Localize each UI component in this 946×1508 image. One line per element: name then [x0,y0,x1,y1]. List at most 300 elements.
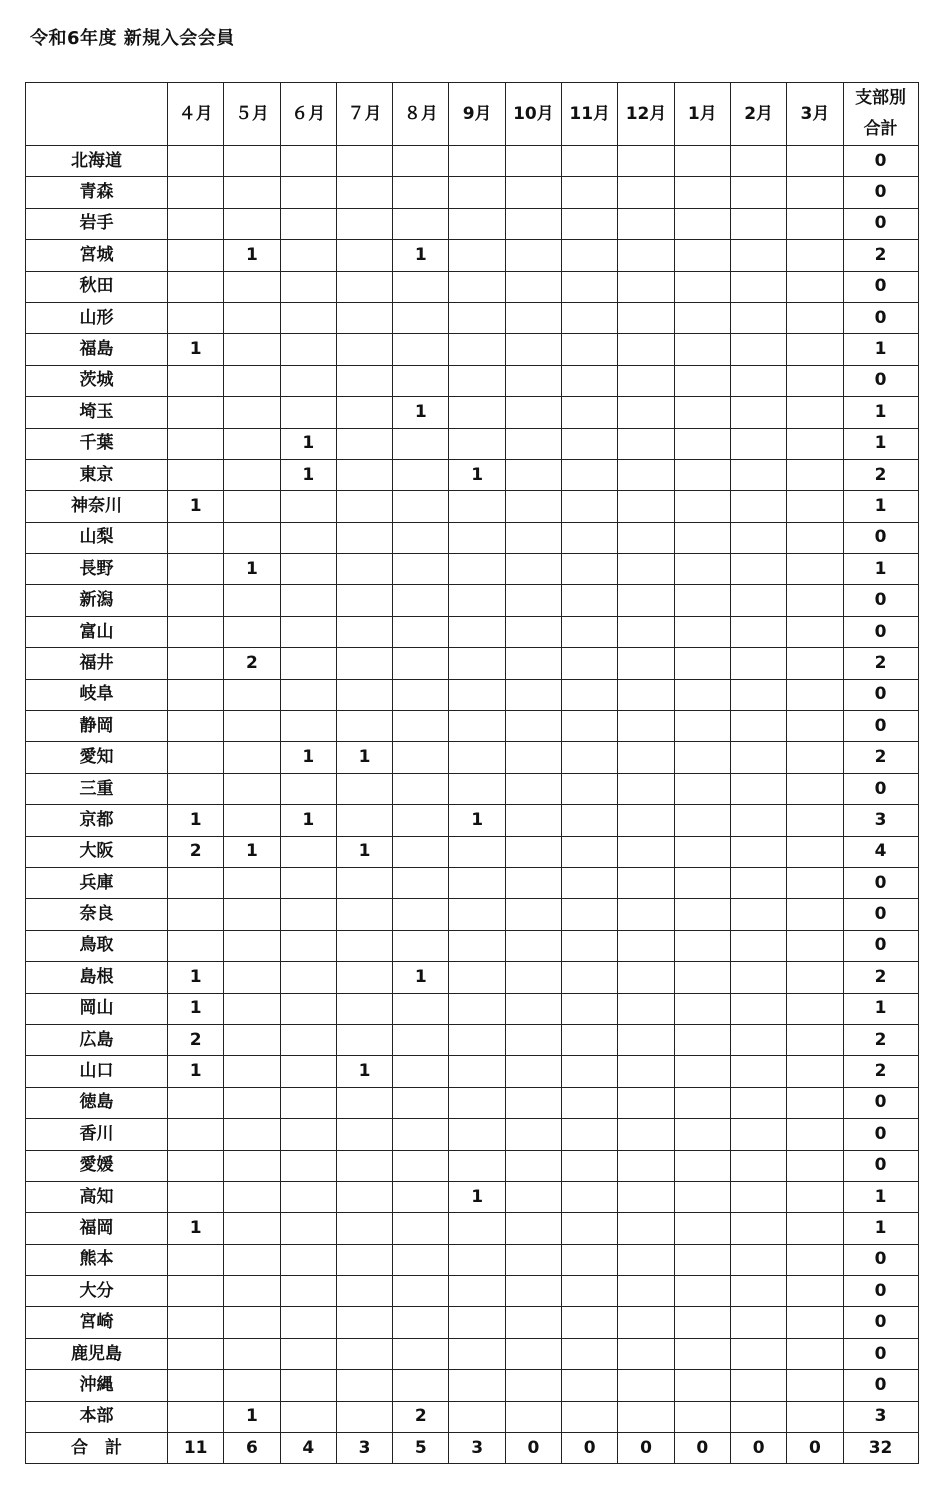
header-month: 10月 [505,83,561,146]
branch-name-cell: 山口 [26,1056,168,1087]
month-count-cell: 1 [280,428,336,459]
month-count-cell [505,146,561,177]
month-count-cell [562,805,618,836]
month-count-cell [674,1119,730,1150]
month-count-cell [562,773,618,804]
membership-table [25,82,919,1464]
month-count-cell [618,993,674,1024]
month-count-cell [562,648,618,679]
month-count-cell [730,1244,786,1275]
table-row [26,334,919,365]
month-count-cell: 2 [393,1401,449,1432]
month-count-cell [168,679,224,710]
month-count-cell [168,899,224,930]
table-row [26,554,919,585]
table-row [26,397,919,428]
totals-cell: 0 [674,1433,730,1464]
month-count-cell [618,365,674,396]
month-count-cell [618,962,674,993]
month-count-cell [393,1276,449,1307]
month-count-cell: 1 [168,491,224,522]
branch-name-cell: 東京 [26,459,168,490]
branch-name-cell: 宮崎 [26,1307,168,1338]
month-count-cell [562,240,618,271]
branch-total-cell: 0 [843,1276,918,1307]
month-count-cell [730,554,786,585]
month-count-cell [562,962,618,993]
month-count-cell [505,648,561,679]
month-count-cell [562,365,618,396]
month-count-cell [787,962,843,993]
month-count-cell [449,930,505,961]
month-count-cell [787,334,843,365]
branch-name-cell: 徳島 [26,1087,168,1118]
month-count-cell [787,1181,843,1212]
table-row [26,742,919,773]
month-count-cell [449,867,505,898]
month-count-cell [730,397,786,428]
month-count-cell [730,428,786,459]
month-count-cell [168,1150,224,1181]
table-row [26,1087,919,1118]
month-count-cell [393,993,449,1024]
table-row [26,773,919,804]
month-count-cell [505,1244,561,1275]
month-count-cell [224,1338,280,1369]
month-count-cell [449,616,505,647]
month-count-cell [618,1213,674,1244]
month-count-cell [787,711,843,742]
table-row [26,1244,919,1275]
month-count-cell [674,302,730,333]
month-count-cell [393,302,449,333]
header-month: ４月 [168,83,224,146]
month-count-cell: 1 [336,742,392,773]
month-count-cell [224,365,280,396]
month-count-cell [505,1119,561,1150]
month-count-cell [280,1213,336,1244]
month-count-cell [618,648,674,679]
month-count-cell [787,522,843,553]
month-count-cell [562,1370,618,1401]
month-count-cell [168,146,224,177]
month-count-cell [393,742,449,773]
month-count-cell [618,1276,674,1307]
branch-total-cell: 0 [843,899,918,930]
month-count-cell [280,899,336,930]
month-count-cell: 1 [449,805,505,836]
month-count-cell [674,1056,730,1087]
table-row [26,1338,919,1369]
month-count-cell: 1 [168,993,224,1024]
month-count-cell [505,1150,561,1181]
month-count-cell [674,1087,730,1118]
month-count-cell [618,428,674,459]
table-row [26,616,919,647]
month-count-cell [787,1024,843,1055]
month-count-cell [505,1056,561,1087]
month-count-cell [224,1087,280,1118]
month-count-cell [787,616,843,647]
month-count-cell [562,742,618,773]
month-count-cell [505,773,561,804]
page-title: 令和6年度 新規入会会員 [30,28,235,49]
month-count-cell [224,302,280,333]
month-count-cell [505,585,561,616]
month-count-cell [224,585,280,616]
branch-total-cell: 0 [843,208,918,239]
month-count-cell [730,240,786,271]
month-count-cell [336,711,392,742]
branch-total-cell: 0 [843,146,918,177]
branch-name-cell: 岡山 [26,993,168,1024]
branch-name-cell: 大阪 [26,836,168,867]
month-count-cell [618,899,674,930]
header-month: 3月 [787,83,843,146]
table-row [26,208,919,239]
month-count-cell [787,491,843,522]
month-count-cell [730,146,786,177]
branch-name-cell: 埼玉 [26,397,168,428]
month-count-cell [168,240,224,271]
month-count-cell [505,1181,561,1212]
month-count-cell [618,1119,674,1150]
month-count-cell [336,616,392,647]
month-count-cell [449,899,505,930]
month-count-cell [280,1307,336,1338]
month-count-cell [393,1307,449,1338]
month-count-cell [224,146,280,177]
branch-total-cell: 0 [843,1150,918,1181]
branch-name-cell: 秋田 [26,271,168,302]
month-count-cell [393,836,449,867]
table-row [26,1213,919,1244]
month-count-cell [618,930,674,961]
month-count-cell [618,459,674,490]
month-count-cell [505,616,561,647]
month-count-cell [336,930,392,961]
month-count-cell [449,208,505,239]
month-count-cell [224,1181,280,1212]
month-count-cell [730,491,786,522]
branch-total-cell: 0 [843,1338,918,1369]
month-count-cell [336,397,392,428]
month-count-cell [224,1276,280,1307]
month-count-cell [280,867,336,898]
month-count-cell [224,522,280,553]
branch-name-cell: 広島 [26,1024,168,1055]
month-count-cell [449,271,505,302]
month-count-cell [505,365,561,396]
table-row [26,867,919,898]
month-count-cell [618,1307,674,1338]
branch-total-cell: 1 [843,397,918,428]
month-count-cell [280,208,336,239]
month-count-cell: 1 [393,240,449,271]
month-count-cell [730,836,786,867]
month-count-cell [730,1370,786,1401]
month-count-cell [787,805,843,836]
month-count-cell [674,836,730,867]
month-count-cell [168,1181,224,1212]
month-count-cell [393,1244,449,1275]
month-count-cell [618,742,674,773]
month-count-cell [393,1338,449,1369]
month-count-cell [449,679,505,710]
table-row [26,459,919,490]
month-count-cell [787,208,843,239]
month-count-cell [449,962,505,993]
month-count-cell [505,208,561,239]
month-count-cell [505,240,561,271]
month-count-cell [787,1056,843,1087]
header-month: ５月 [224,83,280,146]
header-month: 12月 [618,83,674,146]
totals-row [26,1433,919,1464]
month-count-cell [730,773,786,804]
month-count-cell [787,742,843,773]
branch-name-cell: 鹿児島 [26,1338,168,1369]
month-count-cell [336,1307,392,1338]
month-count-cell [674,993,730,1024]
month-count-cell [730,459,786,490]
month-count-cell [224,1150,280,1181]
month-count-cell [505,962,561,993]
month-count-cell [449,1150,505,1181]
month-count-cell [449,522,505,553]
month-count-cell [393,1056,449,1087]
month-count-cell [449,146,505,177]
branch-total-cell: 0 [843,679,918,710]
month-count-cell [787,836,843,867]
month-count-cell [224,930,280,961]
branch-name-cell: 岐阜 [26,679,168,710]
branch-name-cell: 兵庫 [26,867,168,898]
month-count-cell [393,648,449,679]
month-count-cell [280,271,336,302]
branch-total-cell: 3 [843,1401,918,1432]
month-count-cell [562,1401,618,1432]
month-count-cell: 1 [280,805,336,836]
branch-name-cell: 三重 [26,773,168,804]
branch-total-cell: 2 [843,459,918,490]
month-count-cell [730,1056,786,1087]
table-row [26,1056,919,1087]
month-count-cell [562,616,618,647]
month-count-cell [449,1024,505,1055]
table-row [26,522,919,553]
month-count-cell [336,585,392,616]
month-count-cell [787,428,843,459]
month-count-cell [168,554,224,585]
month-count-cell [449,648,505,679]
month-count-cell [562,208,618,239]
month-count-cell [730,208,786,239]
month-count-cell [562,993,618,1024]
branch-total-cell: 0 [843,616,918,647]
month-count-cell [730,1150,786,1181]
month-count-cell [787,459,843,490]
month-count-cell [674,616,730,647]
month-count-cell [618,146,674,177]
month-count-cell [562,1087,618,1118]
month-count-cell [787,1338,843,1369]
header-branch-total [843,83,918,146]
month-count-cell [562,836,618,867]
branch-total-cell: 4 [843,836,918,867]
month-count-cell [618,805,674,836]
month-count-cell [787,302,843,333]
month-count-cell [168,711,224,742]
month-count-cell [224,711,280,742]
month-count-cell [562,1213,618,1244]
month-count-cell [730,1087,786,1118]
month-count-cell [562,1338,618,1369]
month-count-cell [336,334,392,365]
month-count-cell [730,271,786,302]
month-count-cell [168,930,224,961]
month-count-cell [618,711,674,742]
month-count-cell [168,867,224,898]
month-count-cell [280,585,336,616]
branch-total-cell: 0 [843,773,918,804]
month-count-cell [730,1213,786,1244]
month-count-cell [787,679,843,710]
branch-name-cell: 大分 [26,1276,168,1307]
header-month: 2月 [730,83,786,146]
month-count-cell [730,1307,786,1338]
month-count-cell: 1 [393,962,449,993]
month-count-cell [168,1087,224,1118]
month-count-cell [787,1087,843,1118]
month-count-cell [280,1056,336,1087]
totals-cell: 0 [505,1433,561,1464]
month-count-cell [787,867,843,898]
month-count-cell [730,1401,786,1432]
month-count-cell [224,616,280,647]
month-count-cell [562,1056,618,1087]
month-count-cell [730,1338,786,1369]
month-count-cell: 1 [336,836,392,867]
month-count-cell [674,365,730,396]
month-count-cell [505,177,561,208]
month-count-cell [787,1119,843,1150]
table-row [26,805,919,836]
branch-total-cell: 0 [843,1244,918,1275]
branch-total-cell: 0 [843,1307,918,1338]
month-count-cell [449,428,505,459]
month-count-cell [505,711,561,742]
month-count-cell [393,1370,449,1401]
month-count-cell [336,522,392,553]
totals-cell: 3 [449,1433,505,1464]
branch-total-cell: 1 [843,428,918,459]
month-count-cell [618,1024,674,1055]
month-count-cell [505,679,561,710]
month-count-cell [674,491,730,522]
month-count-cell [280,679,336,710]
month-count-cell [393,616,449,647]
branch-total-cell: 1 [843,993,918,1024]
month-count-cell [336,271,392,302]
totals-cell: 6 [224,1433,280,1464]
totals-label: 合 計 [26,1433,168,1464]
month-count-cell [393,177,449,208]
month-count-cell [674,805,730,836]
month-count-cell [449,1119,505,1150]
month-count-cell [280,334,336,365]
header-row [26,83,919,146]
header-month: 1月 [674,83,730,146]
month-count-cell [562,679,618,710]
month-count-cell [280,616,336,647]
month-count-cell [787,899,843,930]
month-count-cell [618,679,674,710]
month-count-cell: 1 [224,554,280,585]
branch-name-cell: 山梨 [26,522,168,553]
month-count-cell [562,1307,618,1338]
month-count-cell [674,585,730,616]
month-count-cell [280,1370,336,1401]
branch-total-cell: 0 [843,271,918,302]
month-count-cell [336,1338,392,1369]
month-count-cell [562,930,618,961]
month-count-cell [505,1338,561,1369]
branch-name-cell: 山形 [26,302,168,333]
month-count-cell [618,271,674,302]
branch-name-cell: 神奈川 [26,491,168,522]
month-count-cell [168,428,224,459]
month-count-cell [562,271,618,302]
month-count-cell [618,836,674,867]
month-count-cell [224,899,280,930]
month-count-cell [168,177,224,208]
month-count-cell [393,899,449,930]
month-count-cell [449,491,505,522]
month-count-cell [336,1024,392,1055]
month-count-cell [787,554,843,585]
month-count-cell [168,1119,224,1150]
month-count-cell: 1 [280,742,336,773]
month-count-cell [280,397,336,428]
month-count-cell [730,993,786,1024]
month-count-cell [280,1181,336,1212]
month-count-cell [674,1244,730,1275]
month-count-cell [674,962,730,993]
header-month: 9月 [449,83,505,146]
month-count-cell [505,1401,561,1432]
month-count-cell [674,1307,730,1338]
month-count-cell [562,428,618,459]
month-count-cell [336,1401,392,1432]
month-count-cell [562,146,618,177]
month-count-cell [505,459,561,490]
month-count-cell [393,459,449,490]
month-count-cell [393,522,449,553]
month-count-cell [449,365,505,396]
month-count-cell [224,459,280,490]
branch-total-cell: 1 [843,491,918,522]
table-row [26,271,919,302]
month-count-cell [224,773,280,804]
month-count-cell [618,1150,674,1181]
month-count-cell [618,616,674,647]
month-count-cell [336,867,392,898]
month-count-cell: 1 [280,459,336,490]
month-count-cell [336,899,392,930]
month-count-cell [168,1276,224,1307]
month-count-cell [393,711,449,742]
